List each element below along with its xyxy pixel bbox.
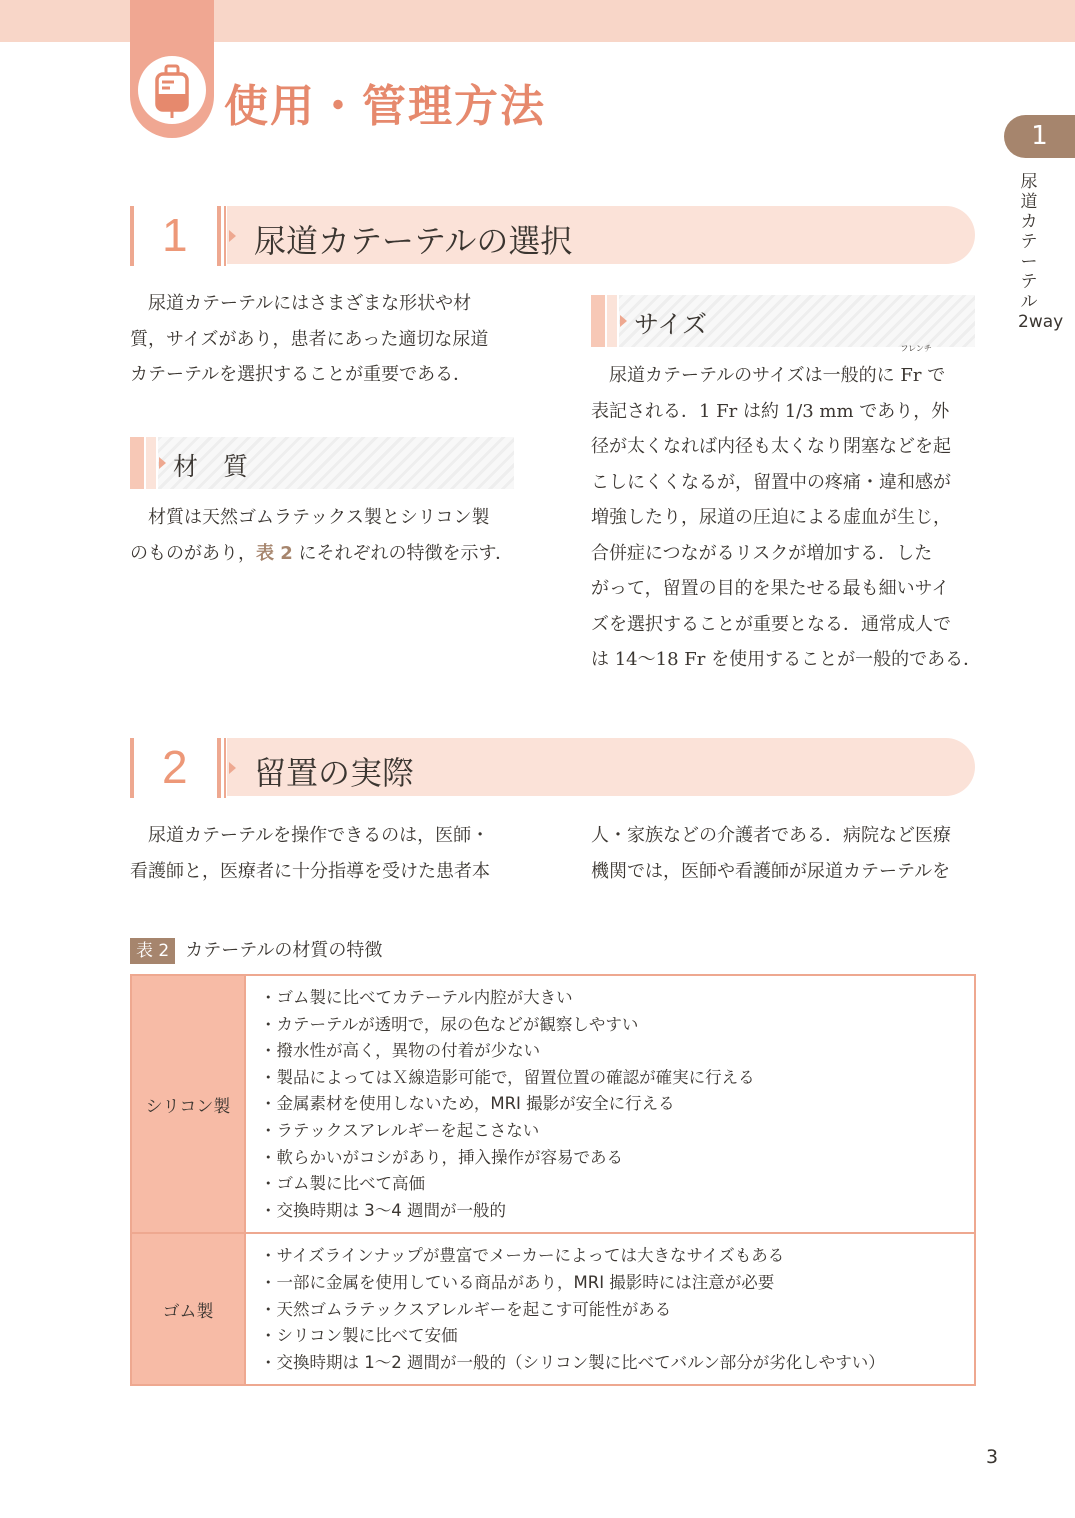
row-header-rubber: ゴム製 [131,1233,245,1385]
list-item: ・製品によってはＸ線造影可能で，留置位置の確認が確実に行える [260,1067,755,1087]
section-1-title: 尿道カテーテルの選択 [254,222,573,260]
section-2-number: 2 [162,741,188,793]
row-header-silicone: シリコン製 [131,975,245,1233]
iv-bag-icon [138,56,206,124]
list-item: ・サイズラインナップが豊富でメーカーによっては大きなサイズもある [260,1246,785,1266]
list-item: ・撥水性が高く，異物の付着が少ない [260,1041,541,1061]
list-item: ・ゴム製に比べて高価 [260,1174,425,1194]
size-subheading [591,295,975,347]
list-item: ・ゴム製に比べてカテーテル内腔が大きい [260,988,573,1007]
list-item: ・軟らかいがコシがあり，挿入操作が容易である [260,1147,623,1167]
table-row [131,975,975,1233]
table-caption-text: カテーテルの材質の特徴 [185,940,383,961]
material-subheading [130,437,514,489]
table-caption [130,938,382,966]
size-title: サイズ [634,310,708,339]
row-body-rubber [245,1233,975,1385]
material-text: 材質は天然ゴムラテックス製とシリコン製 のものがあり，表 2 にそれぞれの特徴を示す． [130,507,514,564]
table-label: 表 2 [130,938,175,964]
section-2-title: 留置の実際 [254,754,415,792]
row-body-silicone [245,975,975,1233]
section-1-heading [130,206,976,266]
page-number: 3 [986,1446,999,1468]
chapter-title: 使用・管理方法 [224,81,546,132]
list-item: ・交換時期は 3〜4 週間が一般的 [260,1200,506,1220]
list-item: ・ラテックスアレルギーを起こさない [260,1120,540,1140]
table-row [131,1233,975,1385]
list-item: ・シリコン製に比べて安価 [260,1326,458,1346]
section-2-heading [130,738,976,798]
table-2-reference: 表 2 [256,542,293,564]
side-chapter-label: 尿道カテーテル2way [1018,172,1064,332]
section-2-right-text: 人・家族などの介護者である．病院など医療 機関では，医師や看護師が尿道カテーテルを [591,825,951,882]
list-item: ・金属素材を使用しないため，MRI 撮影が安全に行える [260,1094,675,1114]
section-1-number: 1 [162,209,188,261]
materials-table [130,974,976,1386]
material-title: 材 質 [173,452,249,481]
section-1-intro: 尿道カテーテルにはさまざまな形状や材 質，サイズがあり，患者にあった適切な尿道 カテーテルを選択することが重要である． [130,293,489,385]
size-text: 尿道カテーテルのサイズは一般的に フレンチ Fr で 表記される．1 Fr は約 1/3 mm であり，外 径が太くなれば内径も太くなり閉塞などを起 こしにくくなるが，留置中の疼痛・違和感が 増強したり，尿道の圧迫による虚血が生じ， 合併症につながるリスクが増加する．した がって，留置の目的を果たせる最も細いサイ ズを選択することが重要となる．通常成人で は 14〜18 Fr を使用することが一般的である． [591,344,982,670]
list-item: ・交換時期は 1〜2 週間が一般的（シリコン製に比べてバルン部分が劣化しやすい） [260,1352,885,1372]
side-chapter-number: 1 [1004,115,1075,158]
list-item: ・一部に金属を使用している商品があり，MRI 撮影時には注意が必要 [260,1272,775,1292]
list-item: ・天然ゴムラテックスアレルギーを起こす可能性がある [260,1299,672,1319]
list-item: ・カテーテルが透明で，尿の色などが観察しやすい [260,1014,639,1034]
section-2-left-text: 尿道カテーテルを操作できるのは，医師・ 看護師と，医療者に十分指導を受けた患者本 [130,825,490,882]
